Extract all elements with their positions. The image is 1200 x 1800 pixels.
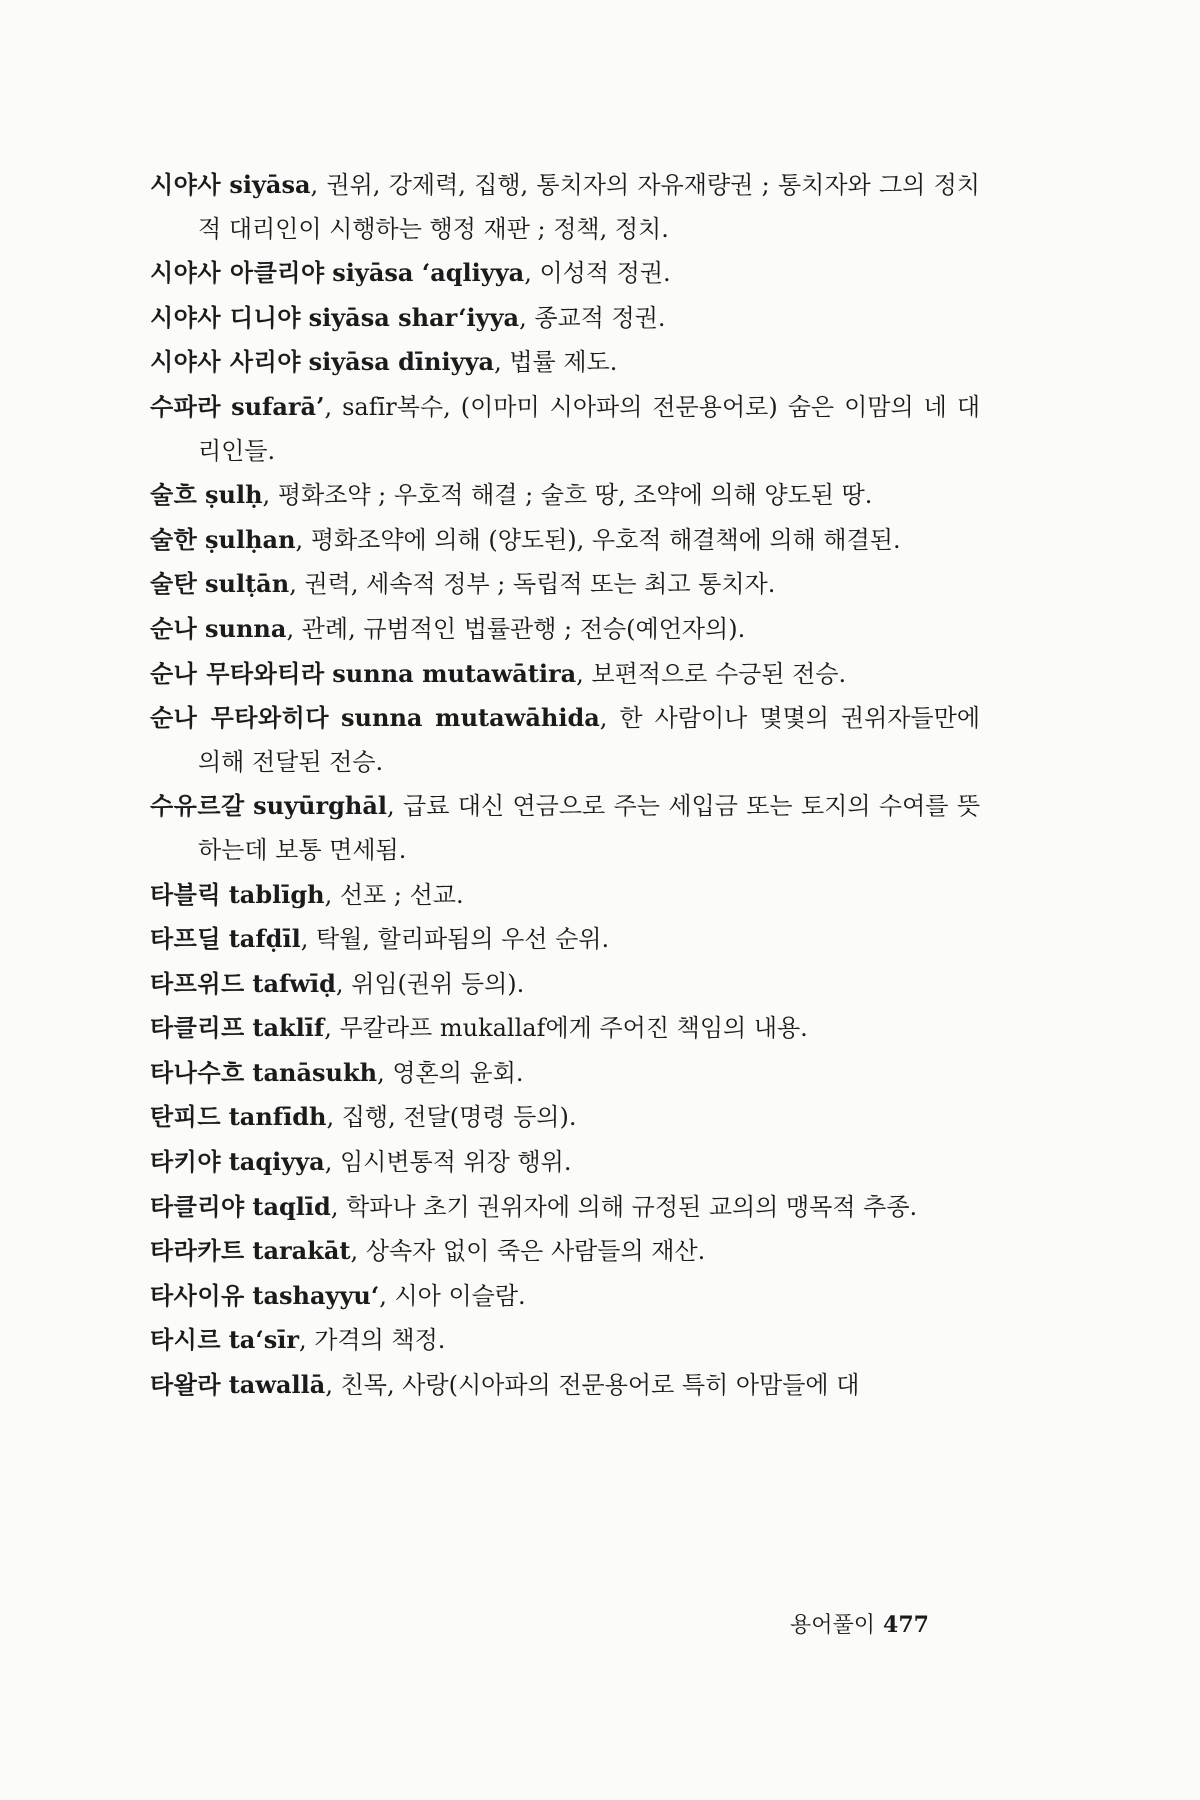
entry-definition: 평화조약에 의해 (양도된), 우호적 해결책에 의해 해결된.: [310, 525, 901, 554]
glossary-entry: 시야사 siyāsa, 권위, 강제력, 집행, 통치자의 자유재량권 ; 통치자와 그의 정치적 대리인이 시행하는 행정 재판 ; 정책, 정치.: [150, 170, 980, 243]
entry-headword: 순나 무타와히다: [150, 704, 330, 733]
glossary-entry: 타시르 ta‘sīr, 가격의 책정.: [150, 1325, 446, 1355]
entry-headword: 수유르갈: [150, 792, 245, 821]
entry-definition: 법률 제도.: [509, 348, 618, 377]
entry-transliteration: taqlīd: [252, 1191, 331, 1221]
glossary-entry: 술흐 ṣulḥ, 평화조약 ; 우호적 해결 ; 술흐 땅, 조약에 의해 양도된 땅.: [150, 480, 873, 510]
entry-definition: 권력, 세속적 정부 ; 독립적 또는 최고 통치자.: [304, 570, 776, 599]
entry-transliteration: tanfīdh: [228, 1102, 327, 1132]
entry-transliteration: tafḍīl: [228, 924, 301, 954]
entry-headword: 순나: [150, 614, 198, 643]
entry-definition: 관례, 규범적인 법률관행 ; 전승(예언자의).: [301, 614, 746, 643]
entry-headword: 탄피드: [150, 1103, 222, 1132]
entry-headword: 타블릭: [150, 880, 222, 909]
entry-headword: 시야사 사리야: [150, 348, 301, 377]
entry-transliteration: sulṭān: [205, 569, 290, 599]
entry-definition: 학파나 초기 권위자에 의해 규정된 교의의 맹목적 추종.: [346, 1192, 918, 1221]
glossary-entry: 타프딜 tafḍīl, 탁월, 할리파됨의 우선 순위.: [150, 924, 610, 954]
glossary-entry: 타클리야 taqlīd, 학파나 초기 권위자에 의해 규정된 교의의 맹목적 추종.: [150, 1191, 918, 1221]
entry-definition: 종교적 정권.: [534, 303, 666, 332]
entry-transliteration: tashayyu‘: [252, 1280, 380, 1310]
glossary-entry: 타블릭 tablīgh, 선포 ; 선교.: [150, 879, 464, 909]
entry-transliteration: siyāsa dīniyya: [308, 347, 495, 377]
entry-transliteration: ṣulḥan: [205, 524, 296, 554]
entry-definition: 친목, 사랑(시아파의 전문용어로 특히 아맘들에 대: [340, 1371, 860, 1400]
glossary-entry: 타프위드 tafwīḍ, 위임(권위 등의).: [150, 968, 525, 998]
glossary-entry: 술한 ṣulḥan, 평화조약에 의해 (양도된), 우호적 해결책에 의해 해결된.: [150, 524, 901, 554]
glossary-entry: 시야사 아클리야 siyāsa ‘aqliyya, 이성적 정권.: [150, 258, 671, 288]
entry-transliteration: sufarā’: [231, 391, 325, 421]
glossary-entry: 시야사 디니야 siyāsa shar‘iyya, 종교적 정권.: [150, 302, 666, 332]
entry-headword: 수파라: [150, 392, 222, 421]
entry-definition: 영혼의 윤회.: [392, 1058, 524, 1087]
glossary-entry: 타나수흐 tanāsukh, 영혼의 윤회.: [150, 1057, 524, 1087]
entry-headword: 타클리프: [150, 1014, 245, 1043]
entry-transliteration: ta‘sīr: [228, 1325, 299, 1355]
entry-headword: 타나수흐: [150, 1058, 245, 1087]
entry-definition: 보편적으로 수긍된 전승.: [591, 659, 847, 688]
entry-headword: 술한: [150, 525, 198, 554]
entry-definition: 이성적 정권.: [539, 259, 671, 288]
entry-definition: 급료 대신 연금으로 주는 세입금 또는 토지의 수여를 뜻하는데 보통 면세됨.: [198, 792, 980, 864]
entry-definition: 평화조약 ; 우호적 해결 ; 술흐 땅, 조약에 의해 양도된 땅.: [277, 481, 873, 510]
entry-transliteration: siyāsa ‘aqliyya: [332, 258, 525, 288]
glossary-list: [150, 163, 980, 1408]
entry-transliteration: siyāsa shar‘iyya: [308, 302, 520, 332]
entry-headword: 술탄: [150, 570, 198, 599]
glossary-entry: 타왈라 tawallā, 친목, 사랑(시아파의 전문용어로 특히 아맘들에 대: [150, 1370, 860, 1400]
entry-headword: 시야사: [150, 171, 222, 199]
glossary-entry: 술탄 sulṭān, 권력, 세속적 정부 ; 독립적 또는 최고 통치자.: [150, 569, 776, 599]
entry-transliteration: tawallā: [228, 1370, 326, 1400]
glossary-entry: 수파라 sufarā’, safīr복수, (이마미 시아파의 전문용어로) 숨은 이맘의 네 대리인들.: [150, 391, 980, 465]
page-footer: [790, 1608, 929, 1639]
entry-headword: 시야사 아클리야: [150, 259, 325, 288]
entry-transliteration: sunna mutawātira: [332, 658, 577, 688]
entry-definition: 집행, 전달(명령 등의).: [341, 1103, 577, 1132]
glossary-entry: 시야사 사리야 siyāsa dīniyya, 법률 제도.: [150, 347, 618, 377]
entry-headword: 타왈라: [150, 1371, 222, 1400]
entry-transliteration: ṣulḥ: [205, 480, 263, 510]
entry-definition: safīr복수, (이마미 시아파의 전문용어로) 숨은 이맘의 네 대리인들.: [198, 392, 980, 465]
entry-transliteration: taqiyya: [228, 1147, 325, 1177]
glossary-entry: 수유르갈 suyūrghāl, 급료 대신 연금으로 주는 세입금 또는 토지의 수여를 뜻하는데 보통 면세됨.: [150, 791, 980, 864]
footer-section-title: 용어풀이: [790, 1613, 876, 1638]
glossary-entry: 순나 무타와히다 sunna mutawāhida, 한 사람이나 몇몇의 권위자들만에 의해 전달된 전승.: [150, 703, 981, 776]
entry-transliteration: sunna: [205, 613, 287, 643]
entry-definition: 가격의 책정.: [314, 1326, 446, 1355]
entry-definition: 무칼라프 mukallaf에게 주어진 책임의 내용.: [339, 1014, 808, 1043]
entry-headword: 타프딜: [150, 925, 222, 954]
entry-transliteration: taklīf: [252, 1013, 325, 1043]
entry-definition: 상속자 없이 죽은 사람들의 재산.: [365, 1237, 706, 1266]
entry-definition: 임시변통적 위장 행위.: [339, 1148, 572, 1177]
glossary-entry: 타키야 taqiyya, 임시변통적 위장 행위.: [150, 1147, 572, 1177]
entry-transliteration: suyūrghāl: [253, 791, 388, 821]
entry-headword: 술흐: [150, 481, 198, 510]
entry-headword: 시야사 디니야: [150, 303, 301, 332]
glossary-entry: 타사이유 tashayyu‘, 시아 이슬람.: [150, 1280, 526, 1310]
entry-headword: 타라카트: [150, 1237, 245, 1266]
glossary-entry: 순나 sunna, 관례, 규범적인 법률관행 ; 전승(예언자의).: [150, 613, 746, 643]
entry-transliteration: tafwīḍ: [252, 968, 336, 998]
entry-definition: 위임(권위 등의).: [351, 969, 525, 998]
entry-definition: 권위, 강제력, 집행, 통치자의 자유재량권 ; 통치자와 그의 정치적 대리인이 시행하는 행정 재판 ; 정책, 정치.: [198, 171, 980, 243]
glossary-entry: 타라카트 tarakāt, 상속자 없이 죽은 사람들의 재산.: [150, 1236, 706, 1266]
entry-transliteration: sunna mutawāhida: [341, 703, 600, 733]
entry-headword: 타사이유: [150, 1281, 245, 1310]
entry-transliteration: tanāsukh: [252, 1057, 378, 1087]
entry-definition: 시아 이슬람.: [394, 1281, 526, 1310]
entry-headword: 타시르: [150, 1326, 222, 1355]
glossary-entry: 탄피드 tanfīdh, 집행, 전달(명령 등의).: [150, 1102, 577, 1132]
entry-definition: 선포 ; 선교.: [339, 880, 464, 909]
entry-definition: 한 사람이나 몇몇의 권위자들만에 의해 전달된 전승.: [198, 704, 981, 776]
entry-headword: 타클리야: [150, 1192, 245, 1221]
entry-transliteration: tablīgh: [228, 879, 325, 909]
entry-headword: 타키야: [150, 1148, 222, 1177]
page-number: 477: [883, 1612, 929, 1638]
entry-headword: 타프위드: [150, 969, 245, 998]
entry-headword: 순나 무타와티라: [150, 659, 325, 688]
entry-transliteration: siyāsa: [229, 170, 311, 199]
glossary-entry: 순나 무타와티라 sunna mutawātira, 보편적으로 수긍된 전승.: [150, 658, 847, 688]
glossary-entry: 타클리프 taklīf, 무칼라프 mukallaf에게 주어진 책임의 내용.: [150, 1013, 808, 1043]
entry-definition: 탁월, 할리파됨의 우선 순위.: [315, 925, 610, 954]
entry-transliteration: tarakāt: [252, 1236, 351, 1266]
